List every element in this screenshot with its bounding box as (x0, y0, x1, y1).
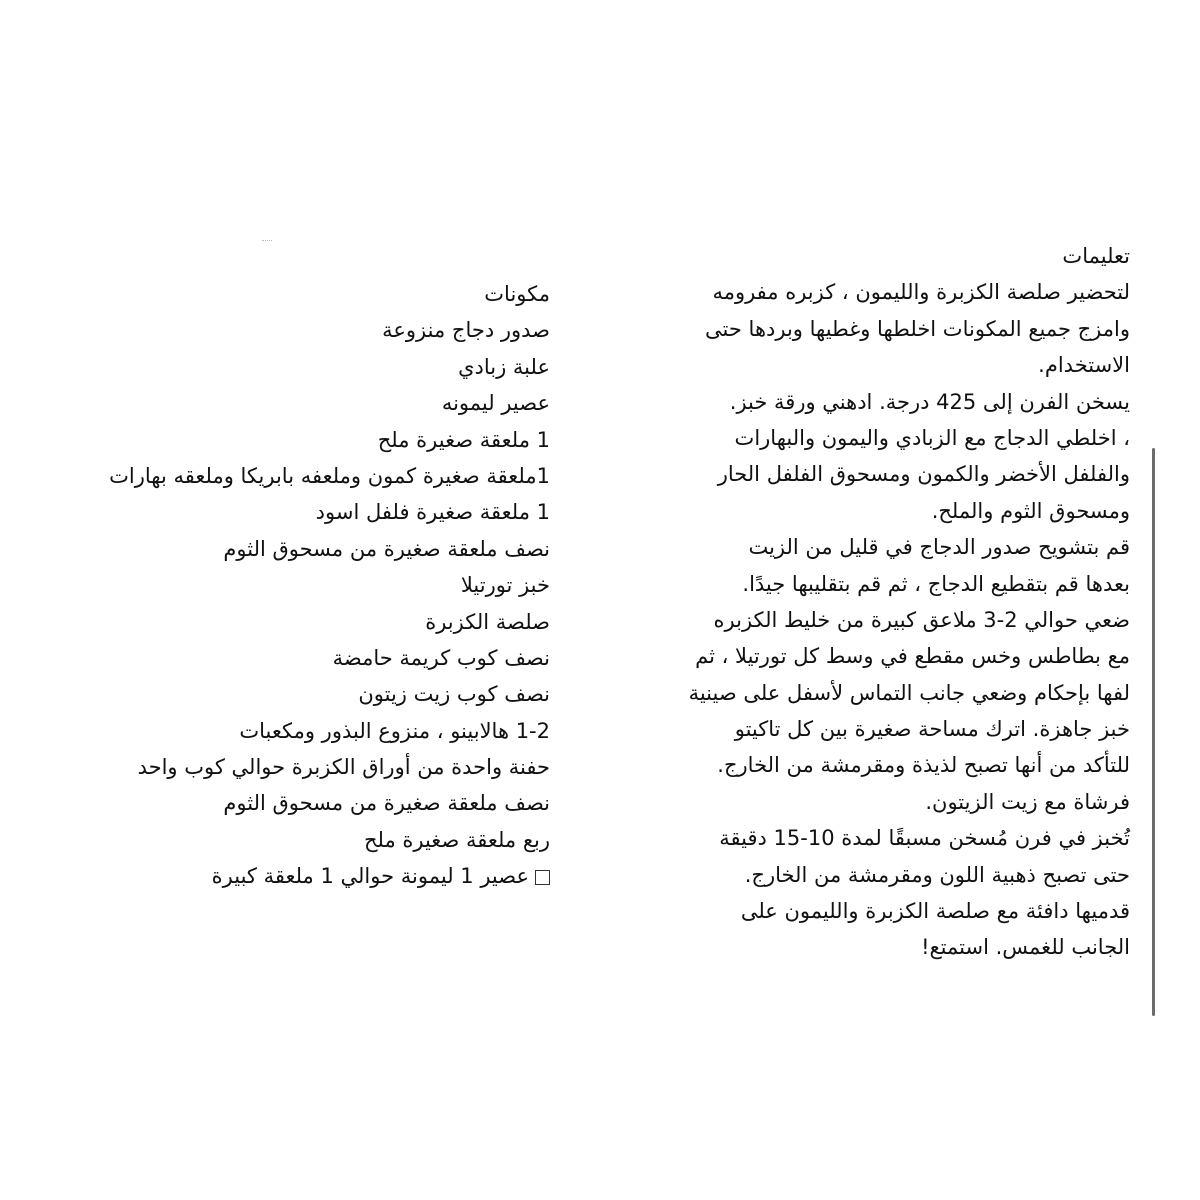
ingredients-heading: مكونات (484, 282, 550, 306)
ingredients-column (30, 276, 550, 895)
instruction-line: قدميها دافئة مع صلصة الكزبرة والليمون على (740, 899, 1130, 924)
ingredient-item: نصف ملعقة صغيرة من مسحوق الثوم (223, 791, 550, 816)
ingredient-item: ربع ملعقة صغيرة ملح (363, 827, 550, 852)
instruction-line: والفلفل الأخضر والكمون ومسحوق الفلفل الحار (717, 462, 1130, 487)
ingredient-item: خبز تورتيلا (460, 573, 550, 598)
instruction-line: مع بطاطس وخس مقطع في وسط كل تورتيلا ، ثم (695, 644, 1130, 669)
instruction-line: ، اخلطي الدجاج مع الزبادي واليمون والبهارات (734, 425, 1130, 450)
ingredient-item: حفنة واحدة من أوراق الكزبرة حوالي كوب واحد (137, 755, 550, 780)
instruction-line: الجانب للغمس. استمتع! (921, 935, 1130, 960)
instruction-line: خبز جاهزة. اترك مساحة صغيرة بين كل تاكيتو (734, 717, 1130, 742)
ingredient-item: نصف كوب كريمة حامضة (332, 645, 550, 670)
instruction-line: لتحضير صلصة الكزبرة والليمون ، كزبره مفرومه (712, 280, 1130, 305)
ingredient-item: 1 ملعقة صغيرة ملح (377, 427, 550, 452)
checkbox-icon[interactable] (535, 870, 550, 885)
ingredient-item: علبة زبادي (458, 354, 550, 379)
instruction-line: وامزج جميع المكونات اخلطها وغطيها وبردها حتى (705, 316, 1130, 341)
ingredient-item: عصير ليمونه (441, 391, 550, 416)
instruction-line: يسخن الفرن إلى 425 درجة. ادهني ورقة خبز. (729, 389, 1130, 414)
ingredient-item-label: عصير 1 ليمونة حوالي 1 ملعقة كبيرة (211, 864, 529, 889)
instruction-line: لفها بإحكام وضعي جانب التماس لأسفل على صينية (688, 680, 1130, 705)
instruction-line: الاستخدام. (1038, 353, 1130, 378)
stray-mark (262, 240, 272, 244)
instructions-column (610, 238, 1130, 966)
ingredient-item: 1-2 هالابينو ، منزوع البذور ومكعبات (239, 718, 550, 743)
ingredient-item: 1ملعقة صغيرة كمون وملعفه بابريكا وملعقه بهارات (109, 463, 550, 488)
ingredient-item-checklist[interactable] (30, 858, 550, 894)
instruction-line: ومسحوق الثوم والملح. (931, 498, 1130, 523)
text-cursor-bar (1152, 448, 1155, 1016)
instruction-line: فرشاة مع زيت الزيتون. (925, 789, 1130, 814)
instruction-line: حتى تصبح ذهبية اللون ومقرمشة من الخارج. (744, 862, 1130, 887)
instructions-heading: تعليمات (1062, 244, 1130, 268)
ingredient-item: صلصة الكزبرة (425, 609, 550, 634)
ingredient-item: نصف ملعقة صغيرة من مسحوق الثوم (223, 536, 550, 561)
ingredient-item: صدور دجاج منزوعة (382, 318, 550, 343)
instruction-line: بعدها قم بتقطيع الدجاج ، ثم قم بتقليبها جيدًا. (742, 571, 1130, 596)
instruction-line: قم بتشويح صدور الدجاج في قليل من الزيت (748, 535, 1130, 560)
ingredient-item: 1 ملعقة صغيرة فلفل اسود (315, 500, 550, 525)
instruction-line: تُخبز في فرن مُسخن مسبقًا لمدة 10-15 دقيقة (719, 826, 1130, 851)
ingredient-item: نصف كوب زيت زيتون (358, 682, 550, 707)
instruction-line: ضعي حوالي 2-3 ملاعق كبيرة من خليط الكزبره (713, 607, 1130, 632)
instruction-line: للتأكد من أنها تصبح لذيذة ومقرمشة من الخارج. (717, 753, 1130, 778)
